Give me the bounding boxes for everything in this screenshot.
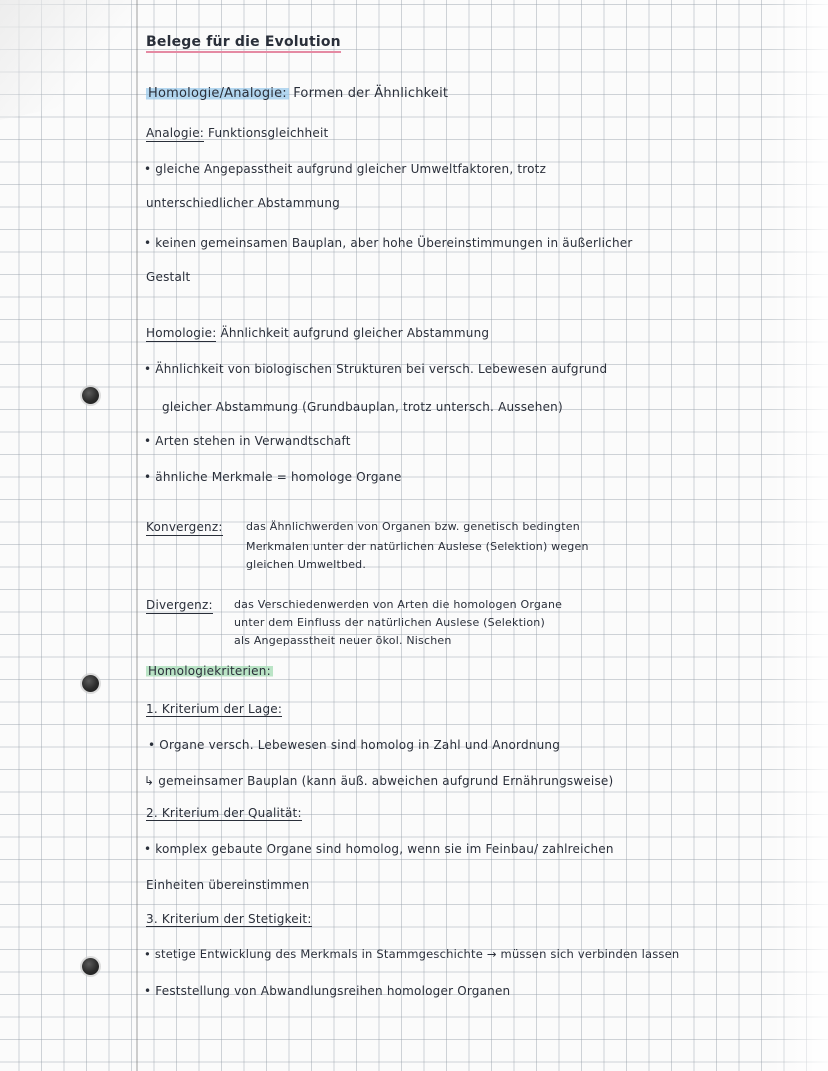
- divergenz-label: [146, 598, 213, 612]
- kriterium-1-title-text: 1. Kriterium der Lage:: [146, 702, 283, 716]
- kriterium-3-title-text: 3. Kriterium der Stetigkeit:: [146, 912, 312, 926]
- analogie-bullet-2-line-1: • keinen gemeinsamen Bauplan, aber hohe Übereinstimmungen in äußerlicher: [144, 236, 633, 250]
- analogie-def: Funktionsgleichheit: [208, 126, 329, 140]
- konvergenz-line-1: das Ähnlichwerden von Organen bzw. genetisch bedingten: [246, 520, 580, 533]
- section-heading-homologie-analogie: [146, 86, 448, 101]
- analogie-bullet-1-line-1: • gleiche Angepasstheit aufgrund gleicher Umweltfaktoren, trotz: [144, 162, 547, 176]
- homologie-label: Homologie:: [146, 326, 217, 340]
- homologie-bullet-2: • Arten stehen in Verwandtschaft: [144, 434, 351, 448]
- divergenz-line-3: als Angepasstheit neuer ökol. Nischen: [234, 634, 452, 647]
- divergenz-line-2: unter dem Einfluss der natürlichen Auslese (Selektion): [234, 616, 545, 629]
- punch-hole-top: [82, 387, 99, 404]
- kriterium-2-title: [146, 806, 302, 820]
- page-title-text: Belege für die Evolution: [146, 34, 341, 53]
- konvergenz-label-text: Konvergenz:: [146, 520, 223, 534]
- kriterium-1-title: [146, 702, 282, 716]
- homologie-bullet-1-line-1: • Ähnlichkeit von biologischen Strukturen bei versch. Lebewesen aufgrund: [144, 362, 608, 376]
- kriterium-1-bullet-2: ↳ gemeinsamer Bauplan (kann äuß. abweichen aufgrund Ernährungsweise): [144, 774, 614, 788]
- heading-highlight: Homologie/Analogie:: [148, 86, 287, 101]
- kriterium-2-line-1: • komplex gebaute Organe sind homolog, wenn sie im Feinbau/ zahlreichen: [144, 842, 614, 856]
- margin-line: [136, 0, 138, 1071]
- page-title: [146, 34, 341, 50]
- analogie-bullet-1-line-2: unterschiedlicher Abstammung: [146, 196, 340, 210]
- heading-rest: Formen der Ähnlichkeit: [293, 86, 449, 101]
- kriterium-2-line-2: Einheiten übereinstimmen: [146, 878, 310, 892]
- konvergenz-line-2: Merkmalen unter der natürlichen Auslese (Selektion) wegen: [246, 540, 589, 553]
- homologie-def: Ähnlichkeit aufgrund gleicher Abstammung: [220, 326, 490, 340]
- kriterien-heading-text: Homologiekriterien:: [148, 664, 271, 678]
- page-edge-shadow: [768, 0, 828, 1071]
- analogie-bullet-2-line-2: Gestalt: [146, 270, 191, 284]
- kriterien-heading: [146, 664, 273, 678]
- punch-hole-middle: [82, 675, 99, 692]
- kriterium-3-bullet-2: • Feststellung von Abwandlungsreihen homologer Organen: [144, 984, 511, 998]
- punch-hole-bottom: [82, 958, 99, 975]
- homologie-bullet-1-line-2: gleicher Abstammung (Grundbauplan, trotz untersch. Aussehen): [162, 400, 563, 414]
- divergenz-label-text: Divergenz:: [146, 598, 213, 612]
- konvergenz-label: [146, 520, 223, 534]
- analogie-definition: [146, 126, 328, 140]
- konvergenz-line-3: gleichen Umweltbed.: [246, 558, 367, 571]
- kriterium-2-title-text: 2. Kriterium der Qualität:: [146, 806, 302, 820]
- kriterium-3-bullet-1: • stetige Entwicklung des Merkmals in Stammgeschichte → müssen sich verbinden lassen: [144, 947, 680, 961]
- divergenz-line-1: das Verschiedenwerden von Arten die homologen Organe: [234, 598, 563, 611]
- kriterium-1-bullet-1: • Organe versch. Lebewesen sind homolog in Zahl und Anordnung: [148, 738, 561, 752]
- homologie-definition: [146, 326, 489, 340]
- kriterium-3-title: [146, 912, 312, 926]
- homologie-bullet-3: • ähnliche Merkmale = homologe Organe: [144, 470, 402, 484]
- analogie-label: Analogie:: [146, 126, 205, 140]
